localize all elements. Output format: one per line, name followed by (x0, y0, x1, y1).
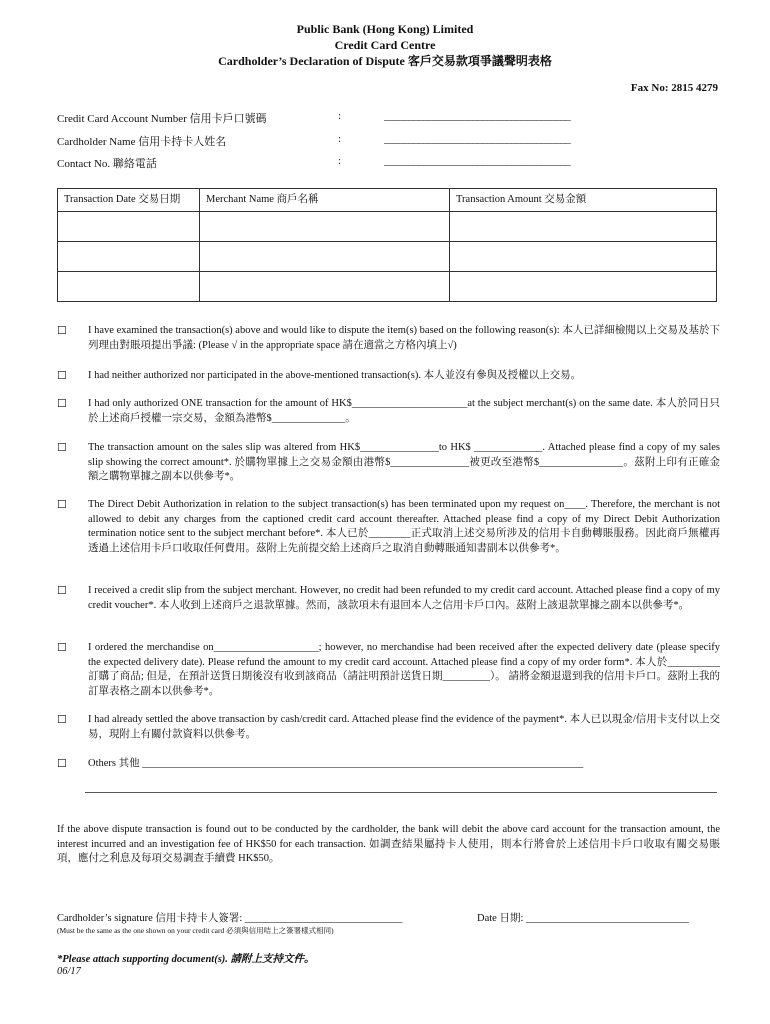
attach-note: *Please attach supporting document(s). 請附上支持文件。 (57, 954, 315, 965)
form-header (0, 21, 770, 69)
checkbox[interactable]: ☐ (57, 442, 67, 454)
account-number-row (57, 110, 637, 126)
colon: : (338, 133, 342, 145)
centre-name: Credit Card Centre (334, 38, 436, 52)
bank-name: Public Bank (Hong Kong) Limited (296, 22, 474, 36)
checkbox[interactable]: ☐ (57, 499, 67, 511)
fax-number: Fax No: 2815 4279 (630, 82, 718, 94)
others-extra-line[interactable] (85, 792, 717, 793)
reason-text: I had only authorized ONE transaction for the amount of HK$______________________at the subject merchant(s) on the same date. 本人於同日只於上述商戶授權一宗交易，金額為港幣$______________。 (88, 398, 720, 424)
form-version: 06/17 (57, 966, 81, 977)
table-cell[interactable] (200, 242, 450, 272)
table-cell[interactable] (58, 212, 200, 242)
table-cell[interactable] (450, 272, 717, 302)
checkbox[interactable]: ☐ (57, 370, 67, 382)
col-transaction-date: Transaction Date 交易日期 (58, 189, 200, 212)
table-cell[interactable] (200, 272, 450, 302)
account-number-label: Credit Card Account Number 信用卡戶口號碼 (57, 113, 267, 125)
checkbox[interactable]: ☐ (57, 398, 67, 410)
cardholder-name-label: Cardholder Name 信用卡持卡人姓名 (57, 136, 227, 148)
table-row (58, 212, 717, 242)
reason-text: I ordered the merchandise on____________________; however, no merchandise had been received after the expected delivery date (please specify the expected delivery date). Please refund the amount to my credit card account. Attached please find a copy of my order form*. 本人於__________訂購了商品; 但是，在預計送貨日期後沒有收到該商品（請註明預計送貨日期_________）。 請將金額退還到我的信用卡戶口。茲附上我的訂單表格之副本以供參考*。 (88, 642, 720, 697)
signature-note: (Must be the same as the one shown on your credit card 必須與信用咭上之簽署樣式相同) (57, 926, 334, 935)
transaction-table (57, 188, 717, 302)
account-number-field[interactable]: ______________________________________ (384, 110, 571, 122)
table-row (58, 272, 717, 302)
contact-number-field[interactable]: ______________________________________ (384, 155, 571, 167)
signature-field[interactable]: Cardholder’s signature 信用卡持卡人簽署: ______________________________ (57, 913, 403, 924)
others-field[interactable]: Others 其他 ____________________________________________________________________________________ (88, 758, 584, 769)
checkbox[interactable]: ☐ (57, 642, 67, 654)
table-header-row (58, 189, 717, 212)
checkbox[interactable]: ☐ (57, 585, 67, 597)
col-transaction-amount: Transaction Amount 交易金額 (450, 189, 717, 212)
date-field[interactable]: Date 日期: _______________________________ (477, 913, 689, 924)
col-merchant-name: Merchant Name 商戶名稱 (200, 189, 450, 212)
checkbox[interactable]: ☐ (57, 325, 67, 337)
reason-text: The Direct Debit Authorization in relation to the subject transaction(s) has been terminated upon my request on____. Therefore, the merchant is not allowed to debit any charges from the captioned credit card account thereafter. Attached please find a copy of my Direct Debit Authorization termination notice sent to the subject merchant before*. 本人已於________正式取消上述交易所涉及的信用卡自動轉賬服務。因此商戶無權再透過上述信用卡戶口收取任何費用。茲附上先前提交給上述商戶之取消自動轉賬通知書副本以供參考*。 (88, 499, 720, 554)
table-row (58, 242, 717, 272)
table-cell[interactable] (200, 212, 450, 242)
reason-text: I had neither authorized nor participated in the above-mentioned transaction(s). 本人並沒有參與及授權以上交易。 (88, 370, 582, 381)
cardholder-name-field[interactable]: ______________________________________ (384, 133, 571, 145)
reason-text: I received a credit slip from the subject merchant. However, no credit had been refunded to my credit card account. Attached please find a copy of my credit voucher*. 本人收到上述商戶之退款單據。然而，該款項未有退回本人之信用卡戶口內。茲附上該退款單據之副本以供參考*。 (88, 585, 720, 611)
table-cell[interactable] (58, 242, 200, 272)
reason-text: I had already settled the above transaction by cash/credit card. Attached please find the evidence of the payment*. 本人已以現金/信用卡支付以上交易，現附上有關付款資料以供參考。 (88, 714, 720, 740)
colon: : (338, 155, 342, 167)
investigation-fee-notice: If the above dispute transaction is found out to be conducted by the cardholder, the bank will debit the above card account for the transaction amount, the interest incurred and an investigation fee of HK$50 for each transaction. 如調查結果屬持卡人使用，則本行將會於上述信用卡戶口收取有關交易賬項，應付之利息及每項交易調查手續費 HK$50。 (57, 824, 720, 864)
table-cell[interactable] (58, 272, 200, 302)
table-cell[interactable] (450, 242, 717, 272)
checkbox[interactable]: ☐ (57, 758, 67, 770)
checkbox[interactable]: ☐ (57, 714, 67, 726)
colon: : (338, 110, 342, 122)
reason-text: The transaction amount on the sales slip was altered from HK$_______________to HK$ _____________. Attached please find a copy of my sales slip showing the correct amount*. 於購物單據上之交易金額由港幣$_______________被更改至港幣$________________。茲附上印有正確金額之購物單據之副本以供參考*。 (88, 442, 720, 482)
contact-number-label: Contact No. 聯絡電話 (57, 158, 157, 170)
reason-text: I have examined the transaction(s) above and would like to dispute the item(s) based on the following reason(s): 本人已詳細檢閱以上交易及基於下列理由對賬項提出爭議: (Please √ in the appropriate space 請在適當之方格內填上√) (88, 325, 720, 351)
contact-number-row (57, 155, 637, 171)
table-cell[interactable] (450, 212, 717, 242)
form-title: Cardholder’s Declaration of Dispute 客戶交易款項爭議聲明表格 (218, 54, 552, 68)
cardholder-name-row (57, 133, 637, 149)
